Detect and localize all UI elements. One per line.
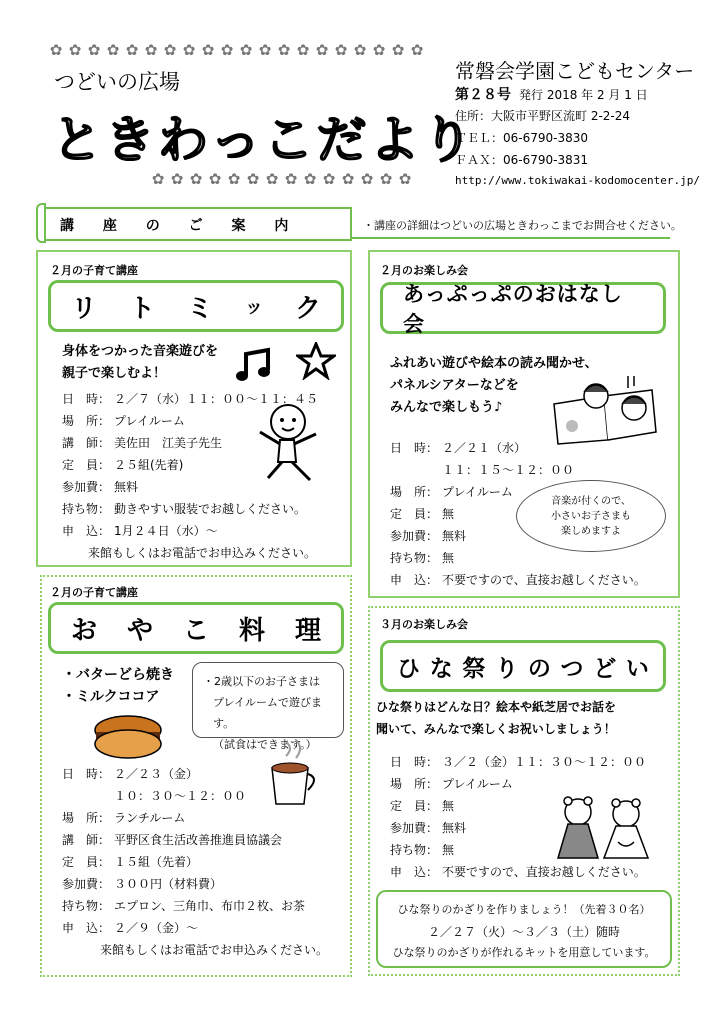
- detail-row: 申 込： 1月２４日（水）～: [62, 524, 218, 538]
- children-reading-icon: [548, 374, 664, 446]
- flower-icon: ✿: [201, 41, 215, 59]
- flower-border-bottom: [150, 171, 413, 187]
- appuppu-lead: ふれあい遊びや絵本の読み聞かせ、 パネルシアターなどを みんなで楽しもう♪: [390, 356, 598, 415]
- detail-row: 持ち物： 動きやすい服装でお越しください。: [62, 502, 307, 516]
- hina-lead: ひな祭りはどんな日？絵本や紙芝居でお話を 聞いて、みんなで楽しくお祝いしましょう！: [376, 700, 617, 736]
- issue-line: [455, 84, 648, 104]
- flower-icon: ✿: [106, 41, 120, 59]
- flower-icon: ✿: [258, 41, 272, 59]
- hina-box-title: ひな祭りのかざりを作りましょう！（先着３０名）: [397, 903, 651, 916]
- detail-row: 参加費： 無料: [390, 529, 467, 543]
- appuppu-tag: ２月のお楽しみ会: [380, 264, 468, 277]
- organization-name: 常磐会学園こどもセンター: [455, 59, 695, 83]
- flower-icon: ✿: [163, 41, 177, 59]
- flower-icon: ✿: [315, 41, 329, 59]
- banner-underline: [352, 237, 670, 239]
- flower-icon: ✿: [353, 41, 367, 59]
- flower-icon: ✿: [334, 41, 348, 59]
- rhythmic-tag: ２月の子育て講座: [50, 264, 138, 277]
- flower-border-top: [48, 42, 425, 58]
- rhythmic-lead: 身体をつかった音楽遊びを 親子で楽しむよ！: [62, 344, 219, 381]
- flower-icon: ✿: [360, 170, 374, 188]
- flower-icon: ✿: [182, 41, 196, 59]
- address: 住所：大阪市平野区流町 2-2-24: [455, 109, 631, 123]
- detail-row: 定 員： 無: [390, 799, 455, 813]
- detail-row: １０：３０～１２：００: [114, 789, 247, 803]
- hina-decoration-box: [376, 890, 672, 968]
- telephone: ＴＥＬ：06-6790-3830: [455, 131, 589, 145]
- flower-icon: ✿: [379, 170, 393, 188]
- detail-row: 申 込： 不要ですので、直接お越しください。: [390, 573, 646, 587]
- flower-icon: ✿: [296, 41, 310, 59]
- appuppu-title: あっぷっぷのおはなし会: [380, 282, 666, 334]
- detail-row: 参加費： 無料: [390, 821, 467, 835]
- banner-scroll-end: [36, 203, 46, 243]
- detail-row: 講 師： 平野区食生活改善推進員協議会: [62, 833, 283, 847]
- detail-row: 日 時： ２／２１（水）: [390, 441, 527, 455]
- banner-note: ・講座の詳細はつどいの広場ときわっこまでお問合せください。: [363, 219, 682, 232]
- flower-icon: ✿: [170, 170, 184, 188]
- flower-icon: ✿: [151, 170, 165, 188]
- flower-icon: ✿: [87, 41, 101, 59]
- issue-number: 第２８号: [455, 87, 511, 103]
- dorayaki-icon: [92, 712, 164, 762]
- speech-bubble: 音楽が付くので、 小さいお子さまも 楽しめますよ: [516, 480, 666, 552]
- flower-icon: ✿: [246, 170, 260, 188]
- flower-icon: ✿: [284, 170, 298, 188]
- detail-row: 持ち物： エプロン、三角巾、布巾２枚、お茶: [62, 899, 306, 913]
- music-note-icon: [234, 346, 274, 386]
- star-icon: [296, 342, 336, 380]
- detail-row: 定 員： ２５組(先着): [62, 458, 184, 472]
- rhythmic-title: リ ト ミ ッ ク: [48, 280, 344, 332]
- detail-row: 場 所： ランチルーム: [62, 811, 186, 825]
- dancing-child-icon: [250, 400, 330, 490]
- newsletter-title: ときわっこだより: [52, 111, 476, 169]
- issue-date: 発行 2018 年 2 月 1 日: [519, 88, 648, 102]
- detail-row: 日 時： ３／２（金）１１：３０～１２：００: [390, 755, 647, 769]
- hina-box-date: ２／２７（火）～３／３（土）随時: [427, 925, 620, 939]
- detail-row: 講 師： 美佐田 江美子先生: [62, 436, 223, 450]
- flower-icon: ✿: [49, 41, 63, 59]
- detail-row: 申 込： ２／９（金）～: [62, 921, 199, 935]
- flower-icon: ✿: [125, 41, 139, 59]
- apply-note: 来館もしくはお電話でお申込みください。: [88, 546, 317, 560]
- detail-row: 申 込： 不要ですので、直接お越しください。: [390, 865, 646, 879]
- cooking-tag: ２月の子育て講座: [50, 586, 138, 599]
- website-link[interactable]: http://www.tokiwakai-kodomocenter.jp/: [455, 174, 701, 187]
- flower-icon: ✿: [239, 41, 253, 59]
- flower-icon: ✿: [189, 170, 203, 188]
- flower-icon: ✿: [220, 41, 234, 59]
- flower-icon: ✿: [227, 170, 241, 188]
- fax: ＦＡＸ：06-6790-3831: [455, 153, 589, 167]
- detail-row: 持ち物： 無: [390, 843, 455, 857]
- detail-row: 参加費： ３００円（材料費）: [62, 877, 223, 891]
- detail-row: 場 所： プレイルーム: [62, 414, 185, 428]
- apply-note: 来館もしくはお電話でお申込みください。: [100, 943, 329, 957]
- detail-row: 定 員： １５組（先着）: [62, 855, 199, 869]
- flower-icon: ✿: [303, 170, 317, 188]
- cooking-note-box: ・2歳以下のお子さまは プレイルームで遊びます。 （試食はできます。）: [192, 662, 344, 738]
- detail-row: １１：１５～１２：００: [442, 463, 575, 477]
- flower-icon: ✿: [68, 41, 82, 59]
- section-banner-label: 講 座 の ご 案 内: [60, 218, 291, 234]
- flower-icon: ✿: [277, 41, 291, 59]
- flower-icon: ✿: [208, 170, 222, 188]
- flower-icon: ✿: [398, 170, 412, 188]
- flower-icon: ✿: [391, 41, 405, 59]
- detail-row: 参加費： 無料: [62, 480, 139, 494]
- hina-dolls-icon: [548, 792, 658, 862]
- newsletter-subtitle: つどいの広場: [54, 70, 180, 94]
- flower-icon: ✿: [322, 170, 336, 188]
- detail-row: 日 時： ２／７（水）１１：００～１１：４５: [62, 392, 319, 406]
- hina-tag: ３月のお楽しみ会: [380, 618, 468, 631]
- detail-row: 定 員： 無: [390, 507, 455, 521]
- flower-icon: ✿: [341, 170, 355, 188]
- cocoa-cup-icon: [264, 738, 320, 810]
- flower-icon: ✿: [265, 170, 279, 188]
- detail-row: 持ち物： 無: [390, 551, 455, 565]
- cooking-title: お や こ 料 理: [48, 602, 344, 654]
- detail-row: 場 所： プレイルーム: [390, 777, 513, 791]
- flower-icon: ✿: [410, 41, 424, 59]
- flower-icon: ✿: [144, 41, 158, 59]
- hina-title: ひ な 祭 り の つ ど い: [380, 640, 666, 692]
- flower-icon: ✿: [372, 41, 386, 59]
- hina-box-note: ひな祭りのかざりが作れるキットを用意しています。: [392, 946, 656, 959]
- cooking-menu: ・バターどら焼き ・ミルクココア: [62, 667, 174, 705]
- detail-row: 日 時： ２／２３（金）: [62, 767, 199, 781]
- detail-row: 場 所： プレイルーム: [390, 485, 513, 499]
